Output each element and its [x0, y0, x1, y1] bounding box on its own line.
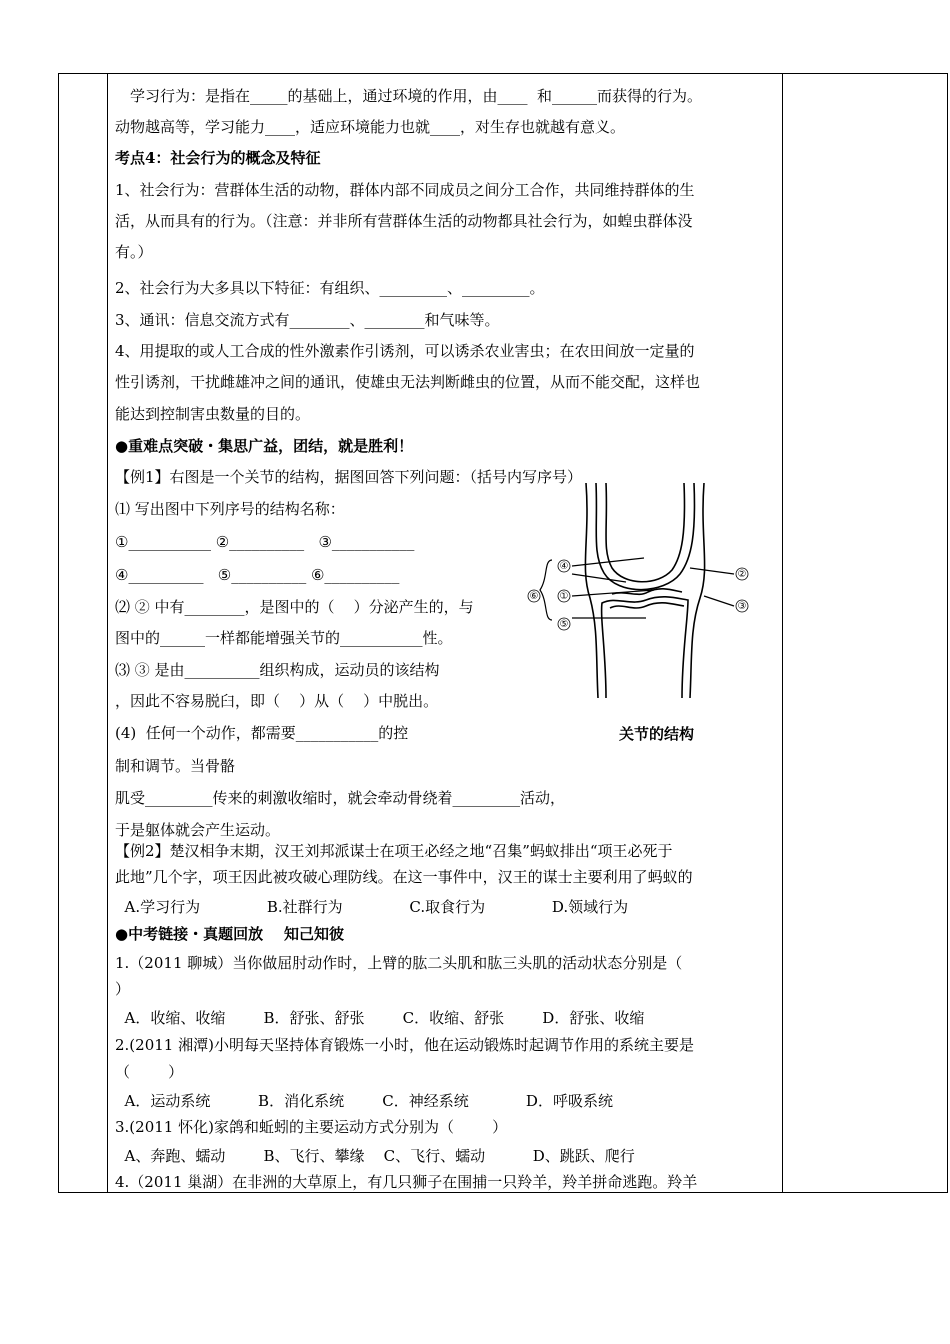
example1-q1-blanks-row2: ④__________ ⑤__________ ⑥__________	[115, 566, 400, 584]
section-heading-key-points: ●重难点突破・集思广益，团结，就是胜利！	[115, 437, 414, 455]
tibia-cartilage	[610, 603, 684, 608]
exam-q2-line2: （ ）	[115, 1063, 184, 1081]
label-2: ②	[737, 569, 747, 580]
exam-q1-line2: ）	[115, 980, 131, 998]
text-line-pheromone-3: 能达到控制害虫数量的目的。	[115, 405, 311, 423]
exam-q3-options: A、奔跑、蠕动 B、飞行、攀缘 C、飞行、蠕动 D、跳跃、爬行	[115, 1147, 635, 1165]
example2-line2: 此地”几个字，项王因此被攻破心理防线。在这一事件中，汉王的谋士主要利用了蚂蚁的	[115, 868, 693, 886]
example1-q3-line1: ⑶ ③ 是由__________组织构成，运动员的该结构	[115, 661, 440, 679]
example1-prompt: 【例1】右图是一个关节的结构，据图回答下列问题：（括号内写序号）	[115, 468, 583, 486]
section-heading-point4: 考点4：社会行为的概念及特征	[115, 149, 321, 167]
text-line-features: 2、社会行为大多具以下特征：有组织、_________、_________。	[115, 279, 545, 297]
text-line-learning-2: 动物越高等，学习能力____，适应环境能力也就____，对生存也就越有意义。	[115, 118, 626, 136]
tibia-outline	[602, 597, 688, 698]
text-line-social-3: 有。）	[115, 243, 153, 261]
label-3: ③	[737, 601, 747, 612]
text-line-communication: 3、通讯：信息交流方式有________、________和气味等。	[115, 311, 500, 329]
text-line-social-1: 1、社会行为：营群体生活的动物，群体内部不同成员之间分工合作，共同维持群体的生	[115, 181, 695, 199]
example1-q4-line2: 制和调节。当骨骼	[115, 757, 236, 775]
text-line-pheromone-2: 性引诱剂，干扰雌雄冲之间的通讯，使雄虫无法判断雌虫的位置，从而不能交配，这样也	[115, 373, 701, 391]
example1-q2-line2: 图中的______一样都能增强关节的___________性。	[115, 629, 453, 647]
text-line-learning-1: 学习行为：是指在_____的基础上，通过环境的作用，由____ 和______而获得的行为。	[115, 87, 703, 105]
text-line-pheromone-1: 4、用提取的或人工合成的性外激素作引诱剂，可以诱杀农业害虫；在农田间放一定量的	[115, 342, 695, 360]
example1-q4-line4: 于是躯体就会产生运动。	[115, 821, 281, 839]
label-4: ④	[559, 561, 569, 572]
example2-line1: 【例2】楚汉相争末期，汉王刘邦派谋士在项王必经之地“召集”蚂蚁排出“项王必死于	[115, 842, 673, 860]
table-column-divider-left	[107, 73, 108, 1193]
femur-cartilage	[606, 483, 685, 582]
exam-q4-line1: 4.（2011 巢湖）在非洲的大草原上，有几只狮子在围捕一只羚羊，羚羊拼命逃跑。羚羊	[115, 1173, 698, 1191]
exam-q2-line1: 2.(2011 湘潭)小明每天坚持体育锻炼一小时，他在运动锻炼时起调节作用的系统主要是	[115, 1036, 694, 1054]
table-column-divider-right	[782, 73, 783, 1193]
exam-q3-line1: 3.(2011 怀化)家鸽和蚯蚓的主要运动方式分别为（ ）	[115, 1118, 508, 1136]
section-heading-exam-link: ●中考链接・真题回放 知己知彼	[115, 925, 344, 943]
label-6: ⑥	[529, 591, 539, 602]
femur-outline	[596, 483, 694, 590]
exam-q2-options: A．运动系统 B．消化系统 C．神经系统 D．呼吸系统	[115, 1092, 613, 1110]
example2-options: A.学习行为 B.社群行为 C.取食行为 D.领域行为	[115, 898, 629, 916]
example1-q2-line1: ⑵ ② 中有________，是图中的（ ）分泌产生的，与	[115, 598, 474, 616]
joint-capsule-right	[690, 483, 705, 698]
example1-q1: ⑴ 写出图中下列序号的结构名称：	[115, 500, 345, 518]
figure-caption: 关节的结构	[619, 725, 695, 743]
exam-q1-options: A．收缩、收缩 B．舒张、舒张 C．收缩、舒张 D．舒张、收缩	[115, 1009, 645, 1027]
text-line-social-2: 活，从而具有的行为。（注意：并非所有营群体生活的动物都具社会行为，如蝗虫群体没	[115, 212, 693, 230]
example1-q1-blanks-row1: ①___________ ②__________ ③___________	[115, 533, 415, 551]
example1-q4-line3: 肌受_________传来的刺激收缩时，就会牵动骨绕着_________活动，	[115, 789, 566, 807]
label-1: ①	[559, 591, 569, 602]
example1-q3-line2: ，因此不容易脱臼，即（ ）从（ ）中脱出。	[115, 692, 439, 710]
label-5: ⑤	[559, 619, 569, 630]
exam-q1-line1: 1.（2011 聊城）当你做屈肘动作时，上臂的肱二头肌和肱三头肌的活动状态分别是（	[115, 954, 683, 972]
joint-structure-diagram	[526, 478, 776, 708]
example1-q4-line1: (4) 任何一个动作，都需要___________的控	[115, 724, 409, 742]
